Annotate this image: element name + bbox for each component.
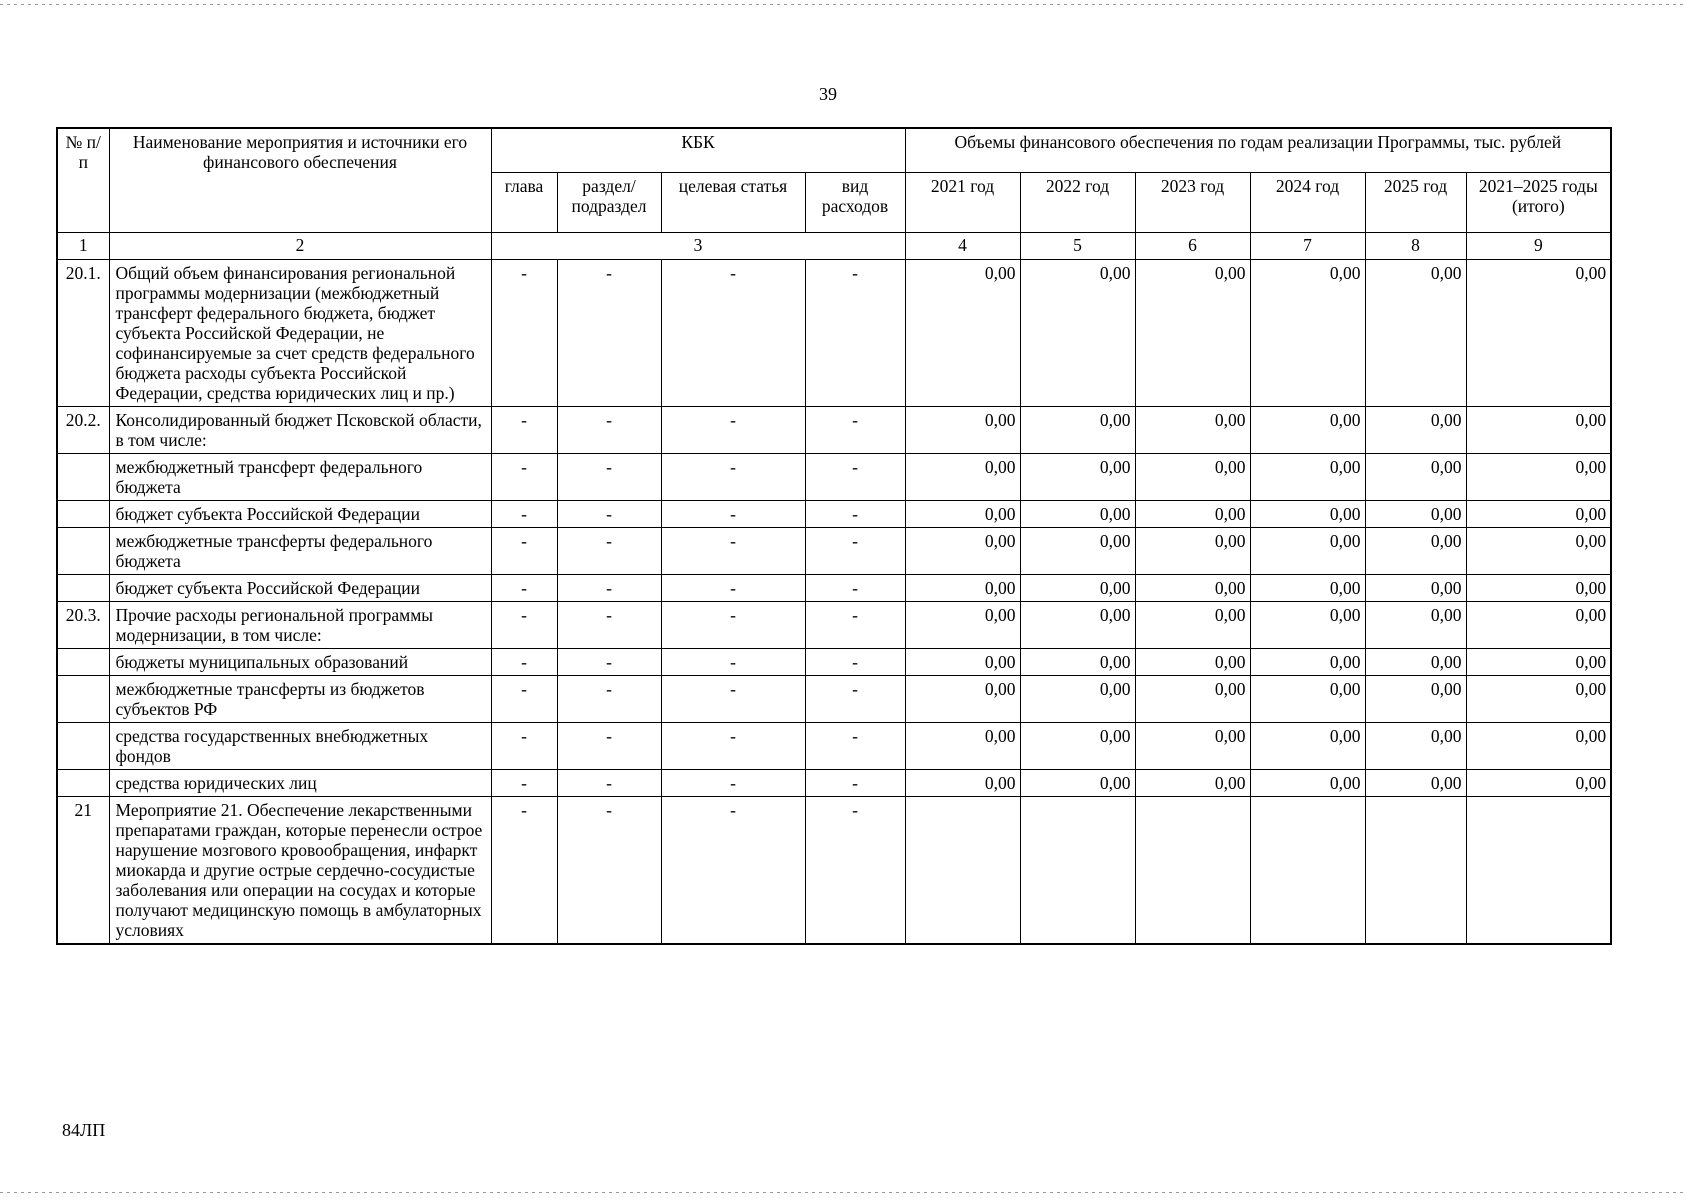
column-number: 7 xyxy=(1250,232,1365,259)
row-name: межбюджетный трансферт федерального бюджета xyxy=(109,453,491,500)
kbk-target-article: - xyxy=(661,675,805,722)
value-2022: 0,00 xyxy=(1020,259,1135,406)
value-2023: 0,00 xyxy=(1135,722,1250,769)
footer-document-code: 84ЛП xyxy=(62,1120,106,1140)
row-name: средства юридических лиц xyxy=(109,769,491,796)
financing-table xyxy=(56,127,1612,945)
row-name: средства государственных внебюджетных фондов xyxy=(109,722,491,769)
table-row xyxy=(57,453,1611,500)
table-row xyxy=(57,648,1611,675)
kbk-expense-type: - xyxy=(805,500,905,527)
row-number xyxy=(57,769,109,796)
value-2024: 0,00 xyxy=(1250,601,1365,648)
value-total: 0,00 xyxy=(1466,675,1611,722)
header-year-2024: 2024 год xyxy=(1250,172,1365,232)
value-2022: 0,00 xyxy=(1020,675,1135,722)
value-2025: 0,00 xyxy=(1365,453,1466,500)
value-2025: 0,00 xyxy=(1365,648,1466,675)
value-2022: 0,00 xyxy=(1020,453,1135,500)
kbk-razdel: - xyxy=(557,675,661,722)
row-number: 20.2. xyxy=(57,406,109,453)
row-name: бюджеты муниципальных образований xyxy=(109,648,491,675)
kbk-expense-type: - xyxy=(805,722,905,769)
kbk-target-article: - xyxy=(661,406,805,453)
value-2025: 0,00 xyxy=(1365,601,1466,648)
value-2023: 0,00 xyxy=(1135,601,1250,648)
row-number xyxy=(57,574,109,601)
kbk-expense-type: - xyxy=(805,574,905,601)
value-2025: 0,00 xyxy=(1365,574,1466,601)
table-row xyxy=(57,500,1611,527)
value-2025: 0,00 xyxy=(1365,722,1466,769)
kbk-glava: - xyxy=(491,769,557,796)
row-name: Мероприятие 21. Обеспечение лекарственными препаратами граждан, которые перенесли острое нарушение мозгового кровообращения, инфаркт миокарда и другие острые сердечно-сосудистые заболевания или операции на сосудах и которые получают медицинскую помощь в амбулаторных условиях xyxy=(109,796,491,944)
value-total: 0,00 xyxy=(1466,500,1611,527)
table-row xyxy=(57,796,1611,944)
value-2021 xyxy=(905,796,1020,944)
value-2023: 0,00 xyxy=(1135,574,1250,601)
value-2021: 0,00 xyxy=(905,648,1020,675)
kbk-expense-type: - xyxy=(805,527,905,574)
kbk-glava: - xyxy=(491,601,557,648)
value-2025: 0,00 xyxy=(1365,259,1466,406)
kbk-razdel: - xyxy=(557,500,661,527)
value-2023: 0,00 xyxy=(1135,500,1250,527)
table-row xyxy=(57,722,1611,769)
value-2024: 0,00 xyxy=(1250,648,1365,675)
kbk-glava: - xyxy=(491,500,557,527)
header-year-2022: 2022 год xyxy=(1020,172,1135,232)
table-row xyxy=(57,527,1611,574)
value-2021: 0,00 xyxy=(905,453,1020,500)
value-total xyxy=(1466,796,1611,944)
kbk-razdel: - xyxy=(557,722,661,769)
kbk-razdel: - xyxy=(557,769,661,796)
row-number xyxy=(57,453,109,500)
header-volumes: Объемы финансового обеспечения по годам реализации Программы, тыс. рублей xyxy=(905,128,1611,172)
kbk-target-article: - xyxy=(661,453,805,500)
row-number xyxy=(57,675,109,722)
page-number: 39 xyxy=(819,84,837,104)
value-2024: 0,00 xyxy=(1250,500,1365,527)
value-2021: 0,00 xyxy=(905,601,1020,648)
kbk-razdel: - xyxy=(557,796,661,944)
kbk-target-article: - xyxy=(661,601,805,648)
table-row xyxy=(57,406,1611,453)
table-row xyxy=(57,601,1611,648)
row-number xyxy=(57,648,109,675)
value-2024: 0,00 xyxy=(1250,527,1365,574)
row-number: 21 xyxy=(57,796,109,944)
header-razdel: раздел/ подраздел xyxy=(557,172,661,232)
value-2024: 0,00 xyxy=(1250,675,1365,722)
kbk-glava: - xyxy=(491,453,557,500)
scan-edge-top xyxy=(0,4,1686,5)
value-2022: 0,00 xyxy=(1020,648,1135,675)
value-total: 0,00 xyxy=(1466,769,1611,796)
value-2025: 0,00 xyxy=(1365,500,1466,527)
kbk-target-article: - xyxy=(661,722,805,769)
value-2025: 0,00 xyxy=(1365,527,1466,574)
kbk-razdel: - xyxy=(557,648,661,675)
kbk-target-article: - xyxy=(661,500,805,527)
value-2023: 0,00 xyxy=(1135,453,1250,500)
value-2025: 0,00 xyxy=(1365,406,1466,453)
value-2023: 0,00 xyxy=(1135,259,1250,406)
kbk-razdel: - xyxy=(557,259,661,406)
kbk-razdel: - xyxy=(557,601,661,648)
value-2023: 0,00 xyxy=(1135,527,1250,574)
value-2025: 0,00 xyxy=(1365,675,1466,722)
kbk-expense-type: - xyxy=(805,648,905,675)
kbk-expense-type: - xyxy=(805,675,905,722)
kbk-glava: - xyxy=(491,574,557,601)
value-2023: 0,00 xyxy=(1135,769,1250,796)
value-2022: 0,00 xyxy=(1020,574,1135,601)
column-number: 8 xyxy=(1365,232,1466,259)
column-number: 4 xyxy=(905,232,1020,259)
column-number: 9 xyxy=(1466,232,1611,259)
value-total: 0,00 xyxy=(1466,259,1611,406)
table-row xyxy=(57,259,1611,406)
value-2021: 0,00 xyxy=(905,259,1020,406)
kbk-glava: - xyxy=(491,675,557,722)
kbk-glava: - xyxy=(491,796,557,944)
kbk-expense-type: - xyxy=(805,259,905,406)
table-body xyxy=(57,259,1611,944)
value-2024: 0,00 xyxy=(1250,259,1365,406)
value-2021: 0,00 xyxy=(905,675,1020,722)
kbk-target-article: - xyxy=(661,769,805,796)
value-2021: 0,00 xyxy=(905,722,1020,769)
table-row xyxy=(57,675,1611,722)
value-2021: 0,00 xyxy=(905,527,1020,574)
kbk-expense-type: - xyxy=(805,406,905,453)
kbk-razdel: - xyxy=(557,453,661,500)
kbk-target-article: - xyxy=(661,796,805,944)
value-2022 xyxy=(1020,796,1135,944)
kbk-razdel: - xyxy=(557,406,661,453)
row-number xyxy=(57,527,109,574)
kbk-expense-type: - xyxy=(805,453,905,500)
kbk-razdel: - xyxy=(557,574,661,601)
value-total: 0,00 xyxy=(1466,453,1611,500)
column-number: 3 xyxy=(491,232,905,259)
value-2022: 0,00 xyxy=(1020,769,1135,796)
value-2022: 0,00 xyxy=(1020,722,1135,769)
value-2022: 0,00 xyxy=(1020,527,1135,574)
column-number: 2 xyxy=(109,232,491,259)
value-2022: 0,00 xyxy=(1020,500,1135,527)
header-expense-type: вид расходов xyxy=(805,172,905,232)
value-2021: 0,00 xyxy=(905,574,1020,601)
value-2021: 0,00 xyxy=(905,406,1020,453)
value-2023 xyxy=(1135,796,1250,944)
header-target-article: целевая статья xyxy=(661,172,805,232)
kbk-glava: - xyxy=(491,259,557,406)
value-2023: 0,00 xyxy=(1135,675,1250,722)
kbk-target-article: - xyxy=(661,574,805,601)
value-2024 xyxy=(1250,796,1365,944)
row-name: бюджет субъекта Российской Федерации xyxy=(109,500,491,527)
value-2024: 0,00 xyxy=(1250,406,1365,453)
value-2025: 0,00 xyxy=(1365,769,1466,796)
value-2024: 0,00 xyxy=(1250,769,1365,796)
column-number: 1 xyxy=(57,232,109,259)
header-total: 2021–2025 годы (итого) xyxy=(1466,172,1611,232)
row-name: Общий объем финансирования региональной программы модернизации (межбюджетный трансферт федерального бюджета, бюджет субъекта Российской Федерации, не софинансируемые за счет средств федерального бюджета расходы субъекта Российской Федерации, средства юридических лиц и пр.) xyxy=(109,259,491,406)
value-2021: 0,00 xyxy=(905,769,1020,796)
column-number-row xyxy=(57,232,1611,259)
row-name: бюджет субъекта Российской Федерации xyxy=(109,574,491,601)
value-total: 0,00 xyxy=(1466,406,1611,453)
value-2024: 0,00 xyxy=(1250,722,1365,769)
value-2025 xyxy=(1365,796,1466,944)
row-name: Консолидированный бюджет Псковской области, в том числе: xyxy=(109,406,491,453)
row-number xyxy=(57,500,109,527)
value-2023: 0,00 xyxy=(1135,406,1250,453)
header-name: Наименование мероприятия и источники его финансового обеспечения xyxy=(109,128,491,232)
row-name: межбюджетные трансферты из бюджетов субъектов РФ xyxy=(109,675,491,722)
row-number: 20.1. xyxy=(57,259,109,406)
header-year-2023: 2023 год xyxy=(1135,172,1250,232)
value-total: 0,00 xyxy=(1466,601,1611,648)
row-name: межбюджетные трансферты федерального бюджета xyxy=(109,527,491,574)
kbk-glava: - xyxy=(491,406,557,453)
table-row xyxy=(57,769,1611,796)
header-glava: глава xyxy=(491,172,557,232)
header-kbk: КБК xyxy=(491,128,905,172)
header-number: № п/п xyxy=(57,128,109,232)
value-2024: 0,00 xyxy=(1250,574,1365,601)
kbk-target-article: - xyxy=(661,259,805,406)
value-total: 0,00 xyxy=(1466,722,1611,769)
kbk-glava: - xyxy=(491,648,557,675)
table-header xyxy=(57,128,1611,259)
kbk-target-article: - xyxy=(661,527,805,574)
value-2023: 0,00 xyxy=(1135,648,1250,675)
kbk-expense-type: - xyxy=(805,796,905,944)
value-2021: 0,00 xyxy=(905,500,1020,527)
row-name: Прочие расходы региональной программы модернизации, в том числе: xyxy=(109,601,491,648)
financing-table-wrapper xyxy=(56,127,1610,945)
header-year-2025: 2025 год xyxy=(1365,172,1466,232)
kbk-expense-type: - xyxy=(805,601,905,648)
kbk-target-article: - xyxy=(661,648,805,675)
value-total: 0,00 xyxy=(1466,648,1611,675)
row-number: 20.3. xyxy=(57,601,109,648)
kbk-expense-type: - xyxy=(805,769,905,796)
kbk-glava: - xyxy=(491,722,557,769)
value-2022: 0,00 xyxy=(1020,406,1135,453)
scan-edge-bottom xyxy=(0,1192,1686,1193)
kbk-glava: - xyxy=(491,527,557,574)
value-total: 0,00 xyxy=(1466,527,1611,574)
column-number: 6 xyxy=(1135,232,1250,259)
value-total: 0,00 xyxy=(1466,574,1611,601)
row-number xyxy=(57,722,109,769)
kbk-razdel: - xyxy=(557,527,661,574)
value-2022: 0,00 xyxy=(1020,601,1135,648)
value-2024: 0,00 xyxy=(1250,453,1365,500)
column-number: 5 xyxy=(1020,232,1135,259)
table-row xyxy=(57,574,1611,601)
header-year-2021: 2021 год xyxy=(905,172,1020,232)
